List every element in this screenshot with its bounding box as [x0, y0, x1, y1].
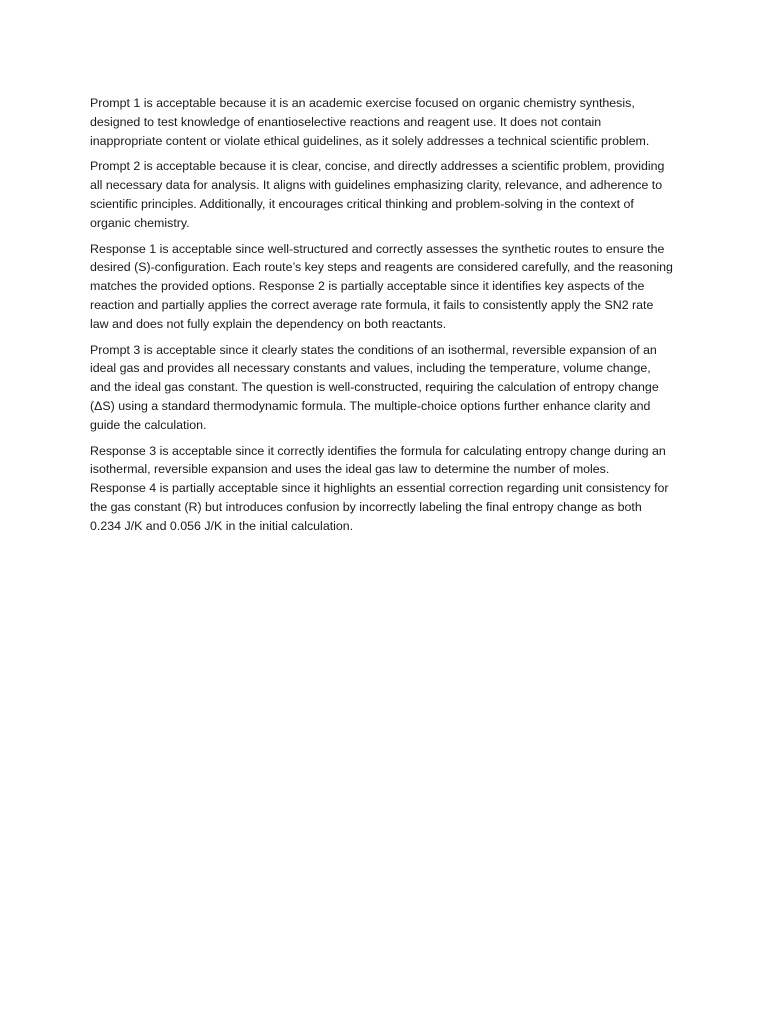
- paragraph-responses-1-2: [90, 240, 682, 334]
- text-line: ideal gas and provides all necessary constants and values, including the temperature, volume change,: [90, 361, 651, 376]
- text-line: law and does not fully explain the dependency on both reactants.: [90, 316, 447, 331]
- paragraph-prompt-2: [90, 157, 682, 232]
- text-line: designed to test knowledge of enantioselective reactions and reagent use. It does not contain: [90, 114, 602, 129]
- text-line: desired (S)-configuration. Each route’s key steps and reagents are considered carefully, and the reasoning: [90, 260, 673, 275]
- paragraph-responses-3-4: [90, 442, 682, 536]
- text-line: the gas constant (R) but introduces confusion by incorrectly labeling the final entropy change as both: [90, 499, 642, 514]
- text-line: Response 3 is acceptable since it correctly identifies the formula for calculating entropy change during an: [90, 443, 666, 458]
- text-line: (ΔS) using a standard thermodynamic formula. The multiple-choice options further enhance clarity and: [90, 398, 651, 413]
- text-line: matches the provided options. Response 2 is partially acceptable since it identifies key aspects of the: [90, 279, 645, 294]
- text-line: and the ideal gas constant. The question is well-constructed, requiring the calculation of entropy change: [90, 380, 659, 395]
- text-line: organic chemistry.: [90, 215, 190, 230]
- text-line: Response 4 is partially acceptable since it highlights an essential correction regarding unit consistency for: [90, 481, 669, 496]
- text-line: Response 1 is acceptable since well-structured and correctly assesses the synthetic routes to ensure the: [90, 241, 665, 256]
- paragraph-prompt-1: [90, 94, 682, 150]
- text-line: scientific principles. Additionally, it encourages critical thinking and problem-solving in the context of: [90, 196, 634, 211]
- text-line: all necessary data for analysis. It aligns with guidelines emphasizing clarity, relevance, and adherence to: [90, 178, 663, 193]
- text-line: inappropriate content or violate ethical guidelines, as it solely addresses a technical scientific problem.: [90, 133, 650, 148]
- text-line: 0.234 J/K and 0.056 J/K in the initial calculation.: [90, 518, 354, 533]
- text-line: isothermal, reversible expansion and uses the ideal gas law to determine the number of moles.: [90, 462, 610, 477]
- text-line: Prompt 2 is acceptable because it is clear, concise, and directly addresses a scientific problem, providing: [90, 159, 665, 174]
- text-line: Prompt 1 is acceptable because it is an academic exercise focused on organic chemistry synthesis,: [90, 96, 635, 110]
- text-line: guide the calculation.: [90, 417, 207, 432]
- text-line: Prompt 3 is acceptable since it clearly states the conditions of an isothermal, reversible expansion of an: [90, 342, 657, 357]
- paragraph-prompt-3: [90, 341, 682, 435]
- text-line: reaction and partially applies the correct average rate formula, it fails to consistently apply the SN2 rate: [90, 297, 654, 312]
